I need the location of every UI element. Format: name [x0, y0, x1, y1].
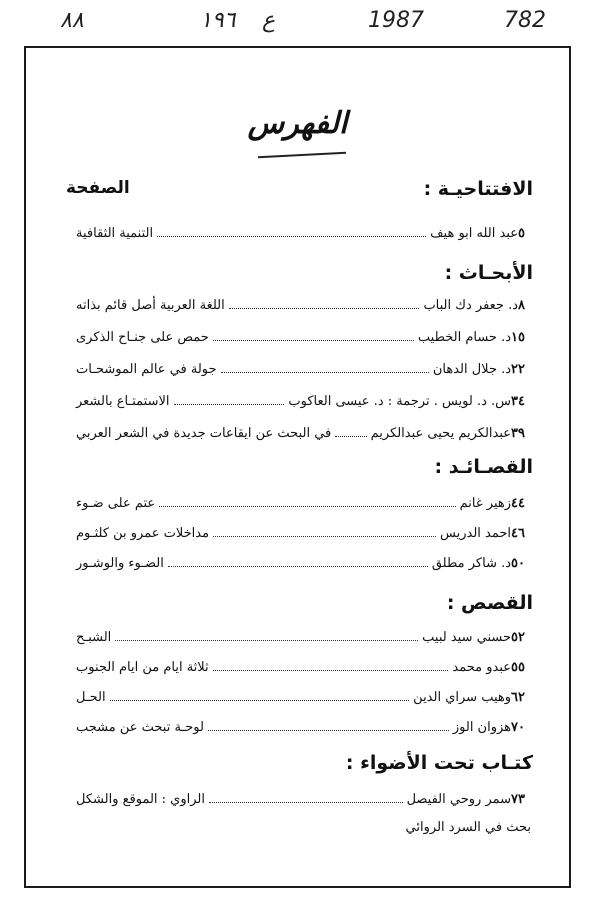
- entry-author: د. حسام الخطيب: [417, 330, 512, 345]
- section-heading-editorial: الافتتاحيـة :: [423, 178, 533, 200]
- section-heading-book-spotlight: كتـاب تحت الأضواء :: [345, 752, 533, 774]
- dot-leader: [229, 296, 420, 309]
- dot-leader: [335, 424, 366, 437]
- entry-title: ثلاثة ايام من ايام الجنوب: [76, 660, 209, 675]
- entry-title: الضـوء والوشـور: [76, 556, 164, 571]
- toc-entry[interactable]: [76, 424, 531, 444]
- entry-title: التنمية الثقافية: [76, 226, 154, 241]
- entry-page: ١٥: [511, 330, 525, 345]
- entry-page: ٥٥: [511, 660, 525, 675]
- entry-author: زهير غانم: [459, 496, 512, 511]
- dot-leader: [213, 328, 414, 341]
- toc-entry[interactable]: [76, 392, 531, 412]
- toc-entry[interactable]: [76, 790, 531, 810]
- entry-page: ٤٦: [511, 526, 525, 541]
- handwritten-letter: ع: [262, 8, 276, 33]
- dot-leader: [213, 524, 436, 537]
- toc-entry[interactable]: [76, 718, 531, 738]
- entry-title: الحـل: [76, 690, 106, 705]
- entry-page: ٧٣: [511, 792, 525, 807]
- toc-entry[interactable]: [76, 360, 531, 380]
- dot-leader: [157, 224, 426, 237]
- entry-author: حسني سيد لبيب: [422, 630, 512, 645]
- entry-author: د. شاكر مطلق: [431, 556, 512, 571]
- toc-entry[interactable]: [76, 554, 531, 574]
- entry-title: اللغة العربية أصل قائم بذاته: [76, 298, 225, 313]
- entry-author: وهيب سراي الدين: [413, 690, 512, 705]
- dot-leader: [209, 790, 403, 803]
- entry-author: عبدالكريم يحيى عبدالكريم: [370, 426, 512, 441]
- entry-page: ٤٤: [511, 496, 525, 511]
- dot-leader: [159, 494, 455, 507]
- entry-title: جولة في عالم الموشحـات: [76, 362, 217, 377]
- entry-author: د. جعفر دك الباب: [423, 298, 519, 313]
- entry-subtitle: بحث في السرد الروائي: [405, 820, 531, 835]
- entry-author: عبد الله ابو هيف: [430, 226, 519, 241]
- section-heading-research: الأبحـاث :: [444, 262, 533, 284]
- page-frame: [24, 46, 571, 888]
- page-title: الفهرس: [247, 106, 348, 141]
- entry-page: ٥٠: [511, 556, 525, 571]
- entry-title: حمص على جنـاح الذكرى: [76, 330, 209, 345]
- entry-page: ٣٩: [511, 426, 525, 441]
- entry-page: ٥٢: [511, 630, 525, 645]
- dot-leader: [110, 688, 410, 701]
- entry-page: ٨: [518, 298, 525, 313]
- entry-author: عبدو محمد: [452, 660, 512, 675]
- title-underline: [258, 152, 346, 159]
- dot-leader: [221, 360, 429, 373]
- toc-entry[interactable]: [76, 224, 531, 244]
- entry-title: لوحـة تبحث عن مشجب: [76, 720, 204, 735]
- section-heading-stories: القصص :: [446, 592, 533, 614]
- dot-leader: [208, 718, 449, 731]
- toc-entry[interactable]: [76, 688, 531, 708]
- toc-entry[interactable]: [76, 658, 531, 678]
- dot-leader: [213, 658, 449, 671]
- entry-author: س. د. لويس . ترجمة : د. عيسى العاكوب: [288, 394, 512, 409]
- dot-leader: [168, 554, 428, 567]
- entry-author: سمر روحي الفيصل: [406, 792, 512, 807]
- entry-title: عتم على ضـوء: [76, 496, 156, 511]
- handwritten-number-left: ٨٨: [60, 8, 84, 33]
- entry-title: في البحث عن ايقاعات جديدة في الشعر العربي: [76, 426, 332, 441]
- handwritten-year: 1987: [368, 8, 424, 33]
- entry-author: هزوان الوز: [452, 720, 512, 735]
- entry-title: الراوي : الموقع والشكل: [76, 792, 205, 807]
- entry-title: مداخلات عمرو بن كلثـوم: [76, 526, 210, 541]
- dot-leader: [115, 628, 418, 641]
- entry-author: د. جلال الدهان: [432, 362, 512, 377]
- toc-entry[interactable]: [76, 628, 531, 648]
- handwritten-number-right: 782: [504, 8, 546, 33]
- toc-entry[interactable]: [76, 494, 531, 514]
- entry-title: الشبـح: [76, 630, 112, 645]
- section-heading-poems: القصـائـد :: [434, 456, 533, 478]
- toc-entry[interactable]: [76, 296, 531, 316]
- handwritten-number-issue: ١٩٦: [200, 8, 236, 33]
- dot-leader: [174, 392, 285, 405]
- entry-author: احمد الدريس: [440, 526, 512, 541]
- entry-page: ٣٤: [511, 394, 525, 409]
- entry-page: ٢٢: [511, 362, 525, 377]
- page-column-header: الصفحة: [66, 178, 130, 198]
- entry-page: ٦٢: [511, 690, 525, 705]
- entry-page: ٧٠: [511, 720, 525, 735]
- entry-page: ٥: [518, 226, 525, 241]
- toc-entry[interactable]: [76, 328, 531, 348]
- toc-entry[interactable]: [76, 524, 531, 544]
- entry-title: الاستمتـاع بالشعر: [76, 394, 170, 409]
